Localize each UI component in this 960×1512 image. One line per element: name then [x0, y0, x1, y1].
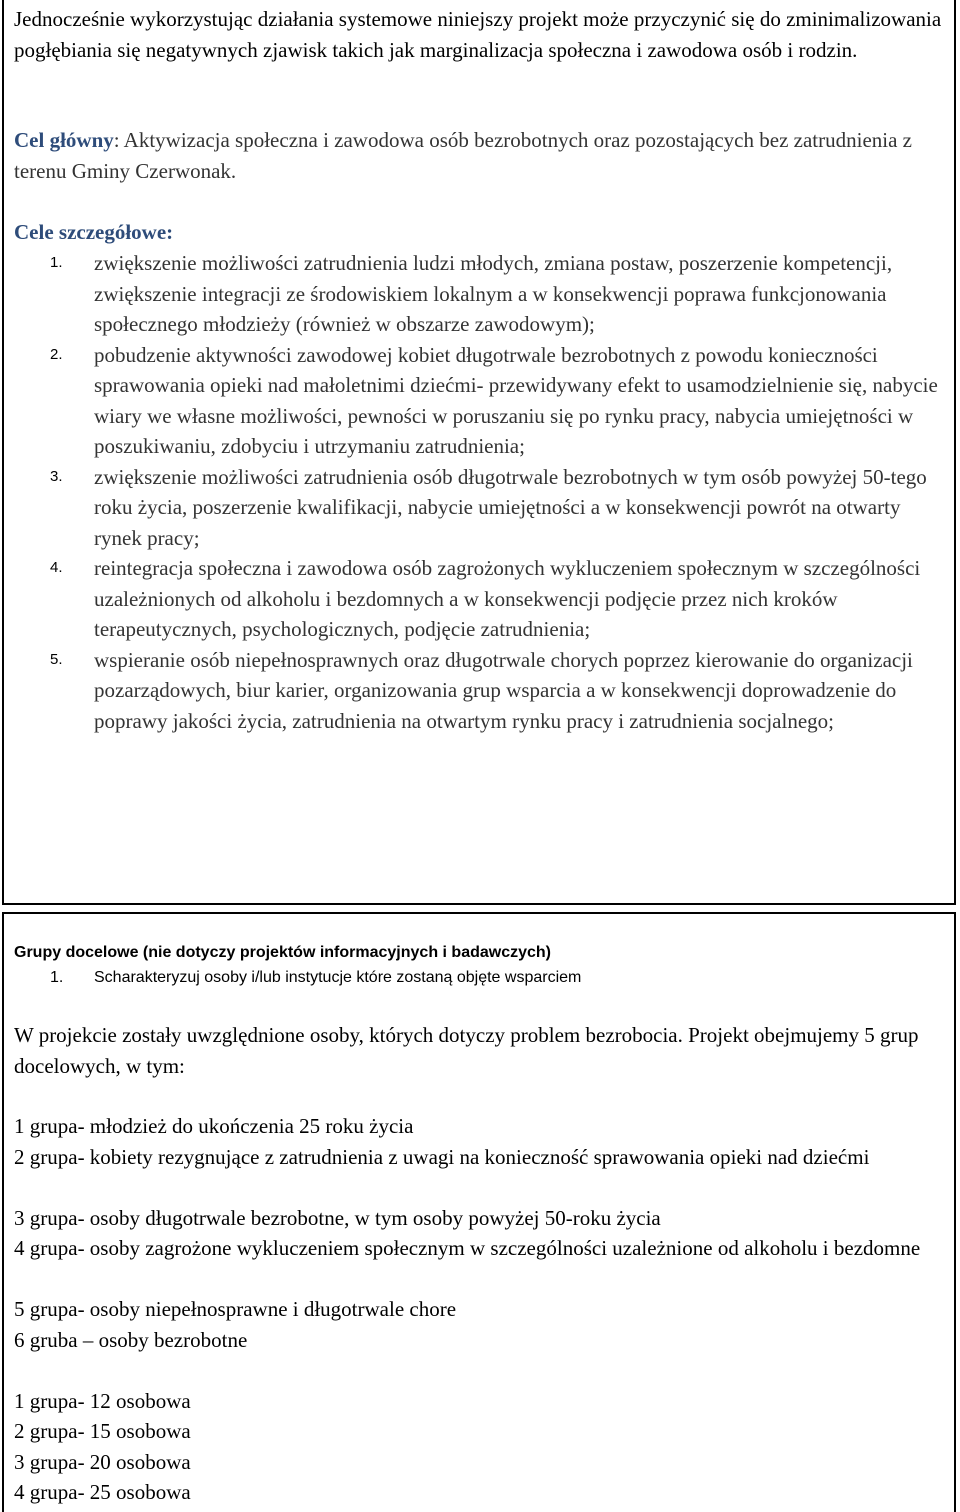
goal-number: 1. [50, 254, 63, 271]
specific-goal-item [14, 553, 949, 645]
intro-paragraph: Jednocześnie wykorzystując działania systemowe niniejszy projekt może przyczynić się do zminimalizowania pogłębiania się negatywnych zjawisk takich jak marginalizacja społeczna i zawodowa osób i rodzin. [14, 7, 942, 62]
goal-text: zwiększenie możliwości zatrudnienia ludzi młodych, zmiana postaw, poszerzenie kompetencji, zwiększenie integracji ze środowiskiem lokalnym a w konsekwencji poprawa funkcjonowania społecznego młodzieży (również w obszarze zawodowym); [94, 251, 893, 336]
group-line: 2 grupa- kobiety rezygnujące z zatrudnienia z uwagi na konieczność sprawowania opieki nad dziećmi [14, 1145, 870, 1169]
group-line: 4 grupa- osoby zagrożone wykluczeniem społecznym w szczególności uzależnione od alkoholu i bezdomne [14, 1236, 921, 1260]
goal-number: 4. [50, 559, 63, 576]
specific-goal-item [14, 462, 949, 554]
specific-goal-item [14, 248, 949, 340]
specific-goals-list [14, 248, 949, 736]
main-goal [14, 125, 949, 186]
group-line: 5 grupa- osoby niepełnosprawne i długotrwale chore [14, 1297, 457, 1321]
group-size-line: 3 grupa- 20 osobowa [14, 1450, 191, 1474]
goal-text: zwiększenie możliwości zatrudnienia osób długotrwale bezrobotnych w tym osób powyżej 50-tego roku życia, poszerzenie kwalifikacji, nabycie umiejętności a w konsekwencji powrót na otwarty rynek pracy; [94, 464, 927, 550]
target-groups-intro: W projekcie zostały uwzględnione osoby, których dotyczy problem bezrobocia. Projekt obejmujemy 5 grup docelowych, w tym: [14, 1023, 919, 1078]
main-goal-label: Cel główny [14, 128, 114, 152]
goal-text: wspieranie osób niepełnosprawnych oraz długotrwale chorych poprzez kierowanie do organizacji pozarządowych, biur karier, organizowania grup wsparcia a w konsekwencji doprowadzenie do poprawy jakości życia, zatrudnienia na otwartym rynku pracy i zatrudnienia socjalnego; [94, 647, 913, 733]
main-goal-text: : Aktywizacja społeczna i zawodowa osób bezrobotnych oraz pozostających bez zatrudnienia z terenu Gminy Czerwonak. [14, 128, 912, 183]
specific-goals-title: Cele szczegółowe: [14, 220, 174, 244]
group-size-line: 2 grupa- 15 osobowa [14, 1419, 191, 1443]
group-size-line: 4 grupa- 25 osobowa [14, 1480, 191, 1504]
group-line: 1 grupa- młodzież do ukończenia 25 roku życia [14, 1114, 414, 1138]
goal-number: 3. [50, 467, 63, 485]
specific-goal-item [14, 645, 949, 737]
target-groups-heading: Grupy docelowe (nie dotyczy projektów informacyjnych i badawczych) [14, 944, 552, 961]
goal-number: 2. [50, 345, 63, 363]
goal-text: reintegracja społeczna i zawodowa osób zagrożonych wykluczeniem społecznym w szczególności uzależnionych od alkoholu i bezdomnych a w konsekwencji podjęcie przez nich kroków terapeutycznych, psychologicznych, podjęcie zatrudnienia; [94, 556, 921, 641]
group-line: 6 gruba – osoby bezrobotne [14, 1328, 248, 1352]
instruction-text: Scharakteryzuj osoby i/lub instytucje które zostaną objęte wsparciem [94, 969, 582, 986]
specific-goal-item [14, 340, 949, 462]
goal-text: pobudzenie aktywności zawodowej kobiet długotrwale bezrobotnych z powodu konieczności sprawowania opieki nad małoletnimi dziećmi- przewidywany efekt to usamodzielnienie się, nabycie wiary we własne możliwości, pewności w poruszaniu się po rynku pracy, nabycia umiejętności w poszukiwaniu, zdobyciu i utrzymaniu zatrudnienia; [94, 342, 938, 458]
group-size-line: 1 grupa- 12 osobowa [14, 1389, 191, 1413]
group-line: 3 grupa- osoby długotrwale bezrobotne, w tym osoby powyżej 50-roku życia [14, 1206, 661, 1230]
goal-number: 5. [50, 650, 63, 668]
instruction-number: 1. [50, 969, 64, 986]
